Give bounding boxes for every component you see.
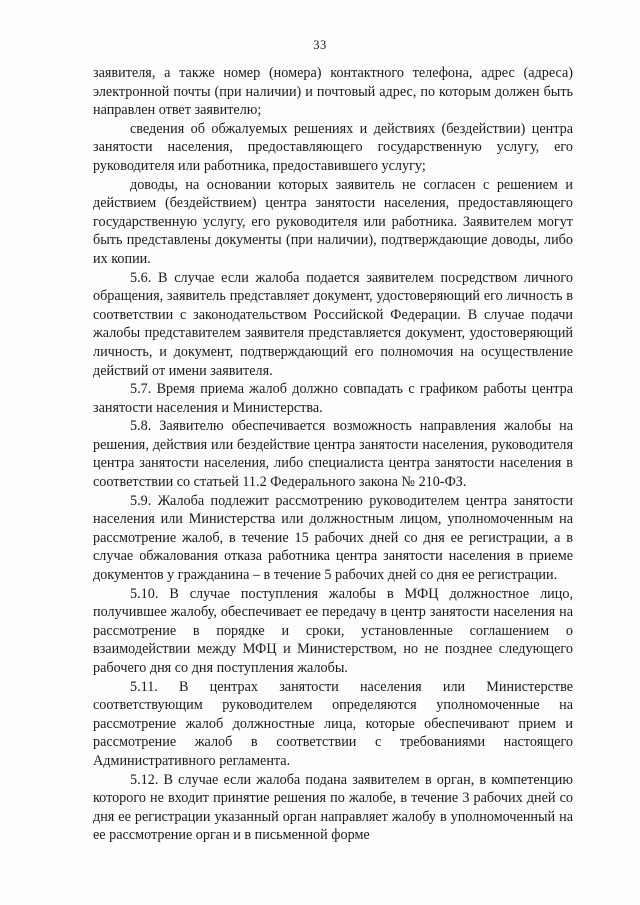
paragraph-5-6: 5.6. В случае если жалоба подается заявителем посредством личного обращения, заявитель представляет документ, удостоверяющий его личность в соответствии с законодательством Российской Федерации. В случае подачи жалобы представителем заявителя представляется документ, удостоверяющий личность, и документ, подтверждающий его полномочия на осуществление действий от имени заявителя. [93,269,573,379]
paragraph-5-9: 5.9. Жалоба подлежит рассмотрению руководителем центра занятости населения или Министерства или должностным лицом, уполномоченным на рассмотрение жалоб, в течение 15 рабочих дней со дня ее регистрации, а в случае обжалования отказа работника центра занятости населения в приеме документов у гражданина – в течение 5 рабочих дней со дня ее регистрации. [93,492,573,584]
paragraph-5-8: 5.8. Заявителю обеспечивается возможность направления жалобы на решения, действия или бездействие центра занятости населения, руководителя центра занятости населения, либо специалиста центра занятости населения в соответствии со статьей 11.2 Федерального закона № 210-ФЗ. [93,418,573,491]
paragraph-5-11: 5.11. В центрах занятости населения или Министерстве соответствующим руководителем определяются уполномоченные на рассмотрение жалоб должностные лица, которые обеспечивают прием и рассмотрение жалоб в соответствии с требованиями настоящего Административного регламента. [93,678,573,769]
paragraph-5-7: 5.7. Время приема жалоб должно совпадать с графиком работы центра занятости населения и Министерства. [93,381,573,416]
paragraph-arguments: доводы, на основании которых заявитель не согласен с решением и действием (бездействием) центра занятости населения, предоставляющего государственную услугу, его руководителя или работника. Заявителем могут быть представлены документы (при наличии), подтверждающие доводы, либо их копии. [93,176,573,267]
paragraph-contact-details: заявителя, а также номер (номера) контактного телефона, адрес (адреса) электронной почты (при наличии) и почтовый адрес, по которым должен быть направлен ответ заявителю; [93,65,573,119]
paragraph-5-10: 5.10. В случае поступления жалобы в МФЦ должностное лицо, получившее жалобу, обеспечивает ее передачу в центр занятости населения на рассмотрение в порядке и сроки, установленные соглашением о взаимодействии между МФЦ и Министерством, но не позднее следующего рабочего дня со дня поступления жалобы. [93,585,573,676]
body-text [93,64,573,845]
page-number: 33 [313,38,327,52]
paragraph-5-12: 5.12. В случае если жалоба подана заявителем в орган, в компетенцию которого не входит принятие решения по жалобе, в течение 3 рабочих дней со дня ее регистрации указанный орган направляет жалобу в уполномоченный на ее рассмотрение орган и в письменной форме [93,771,573,844]
paragraph-appealed-decisions: сведения об обжалуемых решениях и действиях (бездействии) центра занятости населения, предоставляющего государственную услугу, его руководителя или работника, предоставившего услугу; [93,120,573,174]
